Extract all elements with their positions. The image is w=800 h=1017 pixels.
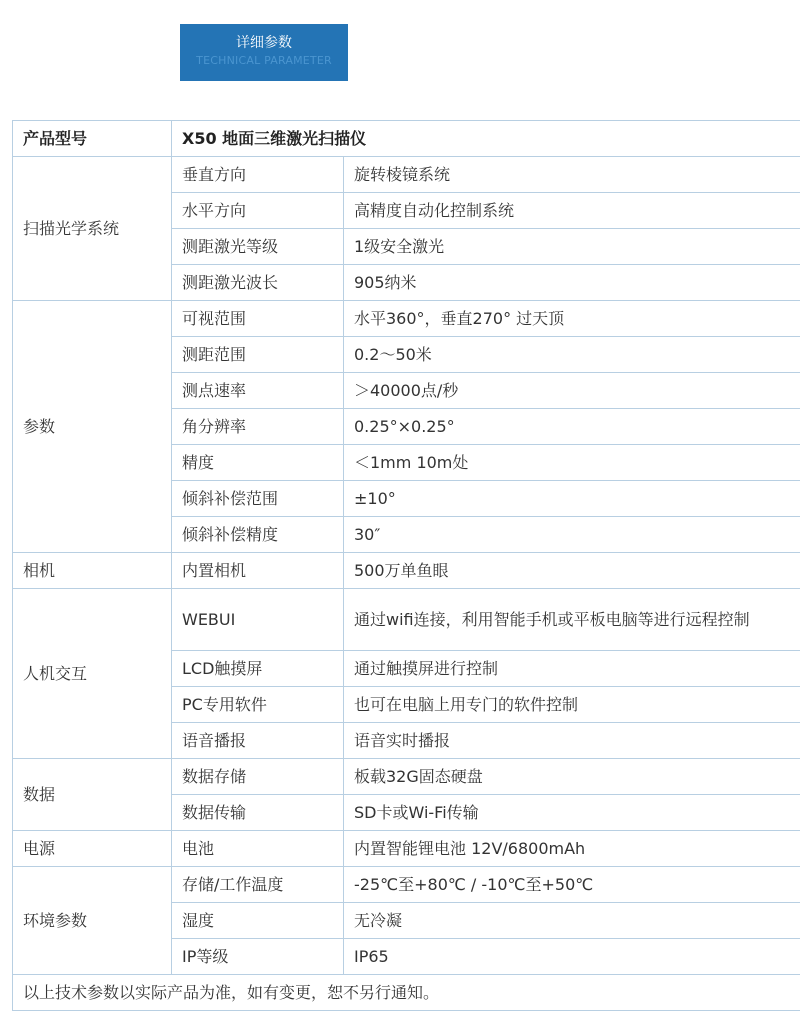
group-label: 参数 [13,301,172,553]
model-value: X50 地面三维激光扫描仪 [172,121,800,157]
spec-value: 高精度自动化控制系统 [344,193,800,229]
spec-table [12,120,800,1011]
spec-key: 角分辨率 [172,409,344,445]
table-row [13,553,800,589]
spec-key: LCD触摸屏 [172,651,344,687]
spec-key: 测距范围 [172,337,344,373]
spec-key: 测距激光等级 [172,229,344,265]
spec-value: 0.25°×0.25° [344,409,800,445]
group-label: 数据 [13,759,172,831]
spec-key: 倾斜补偿范围 [172,481,344,517]
footnote-row [13,975,800,1011]
spec-value: 30″ [344,517,800,553]
spec-value: ＜1mm 10m处 [344,445,800,481]
banner-subtitle: TECHNICAL PARAMETER [196,54,332,67]
group-label: 环境参数 [13,867,172,975]
table-row [13,867,800,903]
spec-key: 电池 [172,831,344,867]
section-banner [180,24,348,81]
spec-key: 倾斜补偿精度 [172,517,344,553]
spec-key: 垂直方向 [172,157,344,193]
spec-value: -25℃至+80℃ / -10℃至+50℃ [344,867,800,903]
spec-value: 内置智能锂电池 12V/6800mAh [344,831,800,867]
group-label: 扫描光学系统 [13,157,172,301]
spec-key: 数据存储 [172,759,344,795]
table-row [13,157,800,193]
spec-value: 1级安全激光 [344,229,800,265]
spec-value: 通过触摸屏进行控制 [344,651,800,687]
group-label: 电源 [13,831,172,867]
spec-key: 内置相机 [172,553,344,589]
group-label: 人机交互 [13,589,172,759]
spec-key: WEBUI [172,589,344,651]
spec-value: 也可在电脑上用专门的软件控制 [344,687,800,723]
spec-key: PC专用软件 [172,687,344,723]
table-row [13,301,800,337]
spec-value: 905纳米 [344,265,800,301]
spec-value: IP65 [344,939,800,975]
spec-key: 精度 [172,445,344,481]
table-row [13,759,800,795]
spec-value: 语音实时播报 [344,723,800,759]
spec-key: 语音播报 [172,723,344,759]
spec-key: 测距激光波长 [172,265,344,301]
spec-key: IP等级 [172,939,344,975]
spec-value: 无冷凝 [344,903,800,939]
spec-key: 数据传输 [172,795,344,831]
banner-title: 详细参数 [236,35,292,51]
spec-key: 湿度 [172,903,344,939]
spec-key: 可视范围 [172,301,344,337]
spec-key: 水平方向 [172,193,344,229]
spec-value: 通过wifi连接，利用智能手机或平板电脑等进行远程控制 [344,589,800,651]
group-label: 相机 [13,553,172,589]
spec-value: 水平360°，垂直270° 过天顶 [344,301,800,337]
spec-value: 500万单鱼眼 [344,553,800,589]
spec-value: ＞40000点/秒 [344,373,800,409]
table-row [13,589,800,651]
table-header-row [13,121,800,157]
spec-table-body [13,121,800,1011]
spec-value: SD卡或Wi-Fi传输 [344,795,800,831]
spec-value: 板载32G固态硬盘 [344,759,800,795]
footnote: 以上技术参数以实际产品为准，如有变更，恕不另行通知。 [13,975,800,1011]
table-row [13,831,800,867]
spec-value: ±10° [344,481,800,517]
spec-value: 旋转棱镜系统 [344,157,800,193]
spec-key: 存储/工作温度 [172,867,344,903]
spec-key: 测点速率 [172,373,344,409]
spec-value: 0.2～50米 [344,337,800,373]
model-label: 产品型号 [13,121,172,157]
